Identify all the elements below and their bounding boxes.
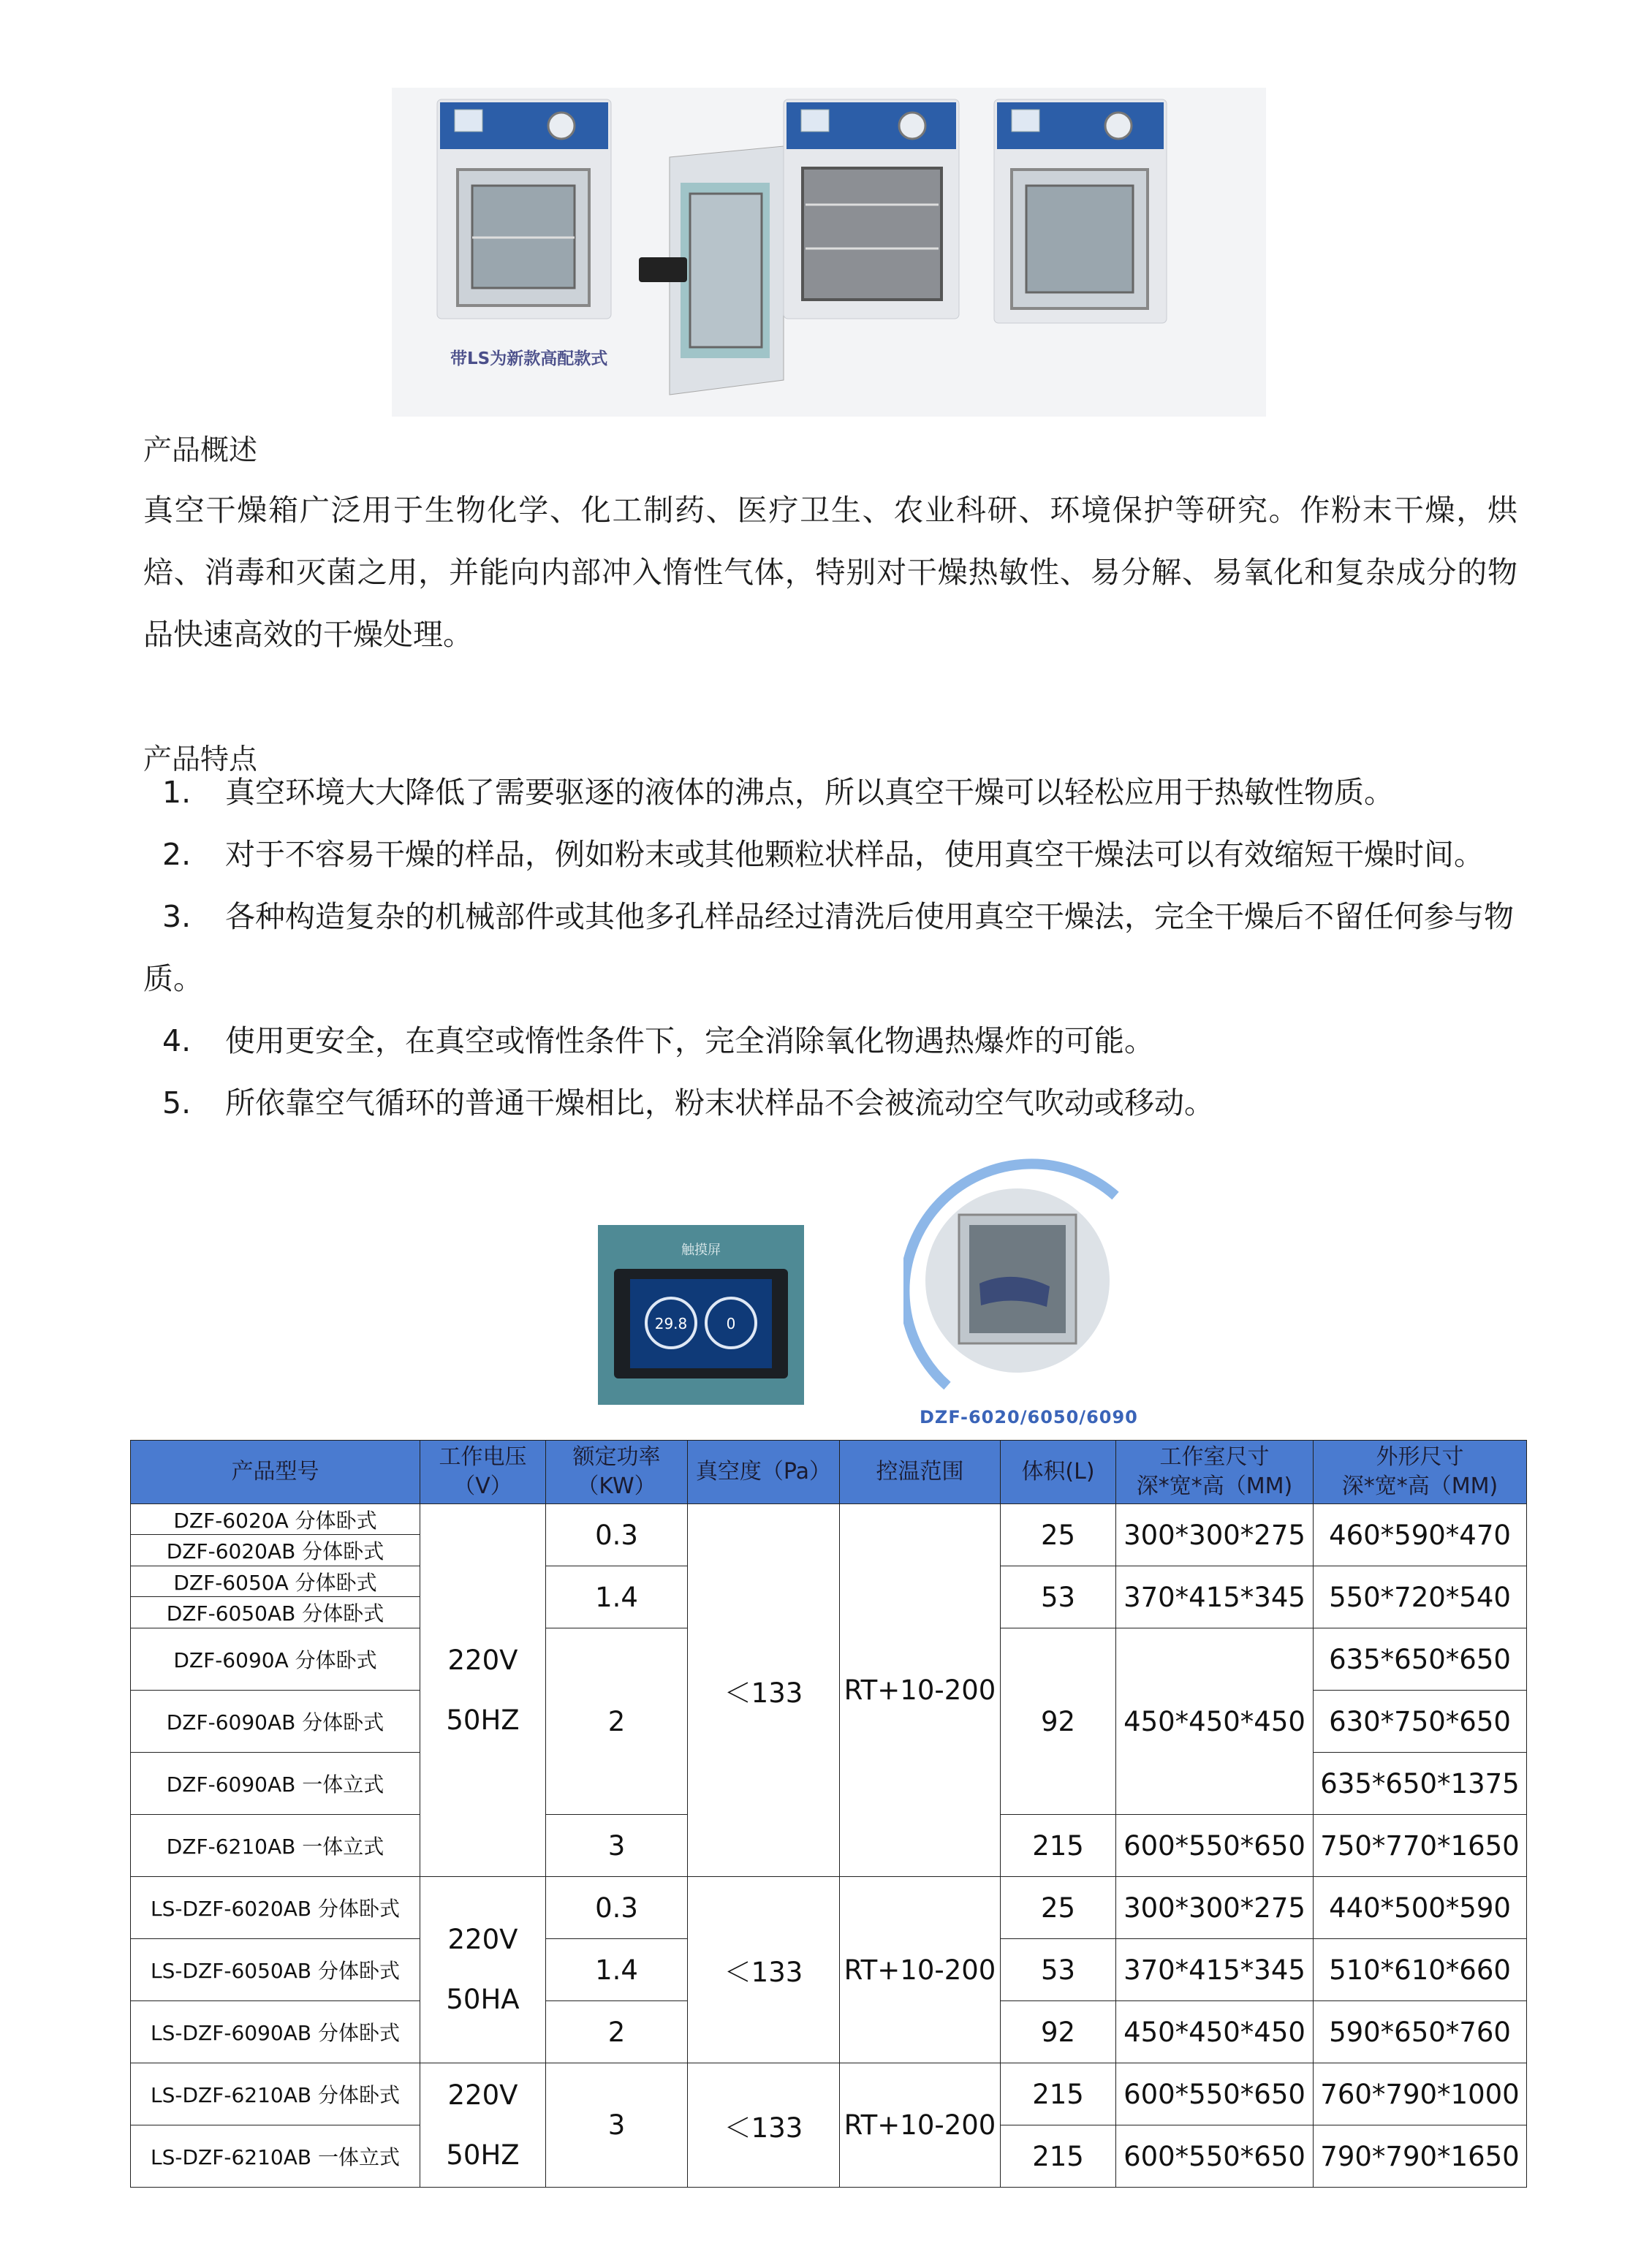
cell-volume: 53 [1001, 1939, 1116, 2001]
overview-heading: 产品概述 [143, 434, 258, 467]
cell-temp-group-1: RT+10-200 [840, 1504, 1001, 1877]
cell-model: DZF-6210AB 一体立式 [131, 1815, 420, 1877]
list-item: 1. 真空环境大大降低了需要驱逐的液体的沸点，所以真空干燥可以轻松应用于热敏性物质。 [162, 775, 1394, 810]
cell-power: 1.4 [546, 1939, 688, 2001]
cell-voltage-group-2: 220V 50HA [420, 1877, 546, 2063]
cell-volume: 92 [1001, 1628, 1116, 1815]
header-chamber: 工作室尺寸 深*宽*高（MM) [1116, 1441, 1314, 1504]
cell-model: LS-DZF-6020AB 分体卧式 [131, 1877, 420, 1939]
touch-panel-image [598, 1225, 804, 1405]
cell-power: 0.3 [546, 1504, 688, 1566]
cell-model: LS-DZF-6050AB 分体卧式 [131, 1939, 420, 2001]
spec-table [130, 1440, 1527, 2188]
cell-outer: 460*590*470 [1314, 1504, 1527, 1566]
cell-outer: 550*720*540 [1314, 1566, 1527, 1628]
list-item: 2. 对于不容易干燥的样品，例如粉末或其他颗粒状样品，使用真空干燥法可以有效缩短干燥时间。 [162, 837, 1484, 872]
cell-temp-group-2: RT+10-200 [840, 1877, 1001, 2063]
cell-vacuum-group-2: ＜133 [688, 1877, 840, 2063]
cell-power: 0.3 [546, 1877, 688, 1939]
cell-outer: 790*790*1650 [1314, 2125, 1527, 2188]
chamber-round-image [903, 1145, 1130, 1408]
round-image-caption: DZF-6020/6050/6090 [920, 1407, 1138, 1427]
cell-volume: 53 [1001, 1566, 1116, 1628]
cell-model: DZF-6090A 分体卧式 [131, 1628, 420, 1691]
list-item: 3. 各种构造复杂的机械部件或其他多孔样品经过清洗后使用真空干燥法，完全干燥后不留任何参与物质。 [143, 899, 1514, 996]
cell-model: DZF-6050AB 分体卧式 [131, 1597, 420, 1628]
overview-text: 真空干燥箱广泛用于生物化学、化工制药、医疗卫生、农业科研、环境保护等研究。作粉末干燥，烘焙、消毒和灭菌之用，并能向内部冲入惰性气体，特别对干燥热敏性、易分解、易氧化和复杂成分的物品快速高效的干燥处理。 [143, 493, 1517, 652]
cell-voltage-group-3: 220V 50HZ [420, 2063, 546, 2188]
oven-open-middle [639, 99, 959, 395]
table-row [131, 2063, 1527, 2125]
cell-model: DZF-6020A 分体卧式 [131, 1504, 420, 1535]
cell-chamber: 370*415*345 [1116, 1939, 1314, 2001]
reading-left: 29.8 [654, 1315, 688, 1332]
cell-outer: 630*750*650 [1314, 1691, 1527, 1753]
oven-closed-left [437, 99, 611, 319]
cell-chamber: 450*450*450 [1116, 1628, 1314, 1815]
cell-chamber: 370*415*345 [1116, 1566, 1314, 1628]
cell-voltage-group-1: 220V 50HZ [420, 1504, 546, 1877]
list-item: 5. 所依靠空气循环的普通干燥相比，粉末状样品不会被流动空气吹动或移动。 [162, 1085, 1214, 1120]
header-model: 产品型号 [131, 1441, 420, 1504]
header-power: 额定功率（KW） [546, 1441, 688, 1504]
features-heading: 产品特点 [143, 743, 258, 776]
cell-chamber: 600*550*650 [1116, 2125, 1314, 2188]
cell-model: DZF-6090AB 一体立式 [131, 1753, 420, 1815]
table-row [131, 1504, 1527, 1535]
cell-volume: 215 [1001, 2063, 1116, 2125]
cell-chamber: 600*550*650 [1116, 1815, 1314, 1877]
table-row [131, 1877, 1527, 1939]
cell-outer: 760*790*1000 [1314, 2063, 1527, 2125]
reading-right: 0 [726, 1315, 736, 1332]
cell-power: 1.4 [546, 1566, 688, 1628]
cell-outer: 750*770*1650 [1314, 1815, 1527, 1877]
cell-model: DZF-6020AB 分体卧式 [131, 1535, 420, 1566]
cell-volume: 25 [1001, 1504, 1116, 1566]
list-item: 4. 使用更安全，在真空或惰性条件下，完全消除氧化物遇热爆炸的可能。 [162, 1023, 1154, 1058]
oven-closed-right [994, 99, 1167, 323]
cell-model: DZF-6050A 分体卧式 [131, 1566, 420, 1597]
header-volume: 体积(L) [1001, 1441, 1116, 1504]
cell-outer: 635*650*1375 [1314, 1753, 1527, 1815]
cell-volume: 215 [1001, 2125, 1116, 2188]
header-vacuum: 真空度（Pa） [688, 1441, 840, 1504]
cell-vacuum-group-1: ＜133 [688, 1504, 840, 1877]
cell-volume: 92 [1001, 2001, 1116, 2063]
cell-chamber: 450*450*450 [1116, 2001, 1314, 2063]
cell-chamber: 600*550*650 [1116, 2063, 1314, 2125]
cell-outer: 510*610*660 [1314, 1939, 1527, 2001]
cell-model: LS-DZF-6210AB 分体卧式 [131, 2063, 420, 2125]
cell-volume: 215 [1001, 1815, 1116, 1877]
cell-power: 3 [546, 2063, 688, 2188]
cell-volume: 25 [1001, 1877, 1116, 1939]
product-photo [392, 88, 1266, 417]
cell-power: 3 [546, 1815, 688, 1877]
header-temp: 控温范围 [840, 1441, 1001, 1504]
cell-outer: 590*650*760 [1314, 2001, 1527, 2063]
cell-temp-group-3: RT+10-200 [840, 2063, 1001, 2188]
cell-power: 2 [546, 2001, 688, 2063]
cell-model: LS-DZF-6090AB 分体卧式 [131, 2001, 420, 2063]
cell-vacuum-group-3: ＜133 [688, 2063, 840, 2188]
cell-chamber: 300*300*275 [1116, 1877, 1314, 1939]
header-outer: 外形尺寸 深*宽*高（MM) [1314, 1441, 1527, 1504]
touch-panel-label: 触摸屏 [681, 1243, 721, 1258]
cell-outer: 440*500*590 [1314, 1877, 1527, 1939]
photo-caption: 带LS为新款高配款式 [450, 349, 608, 368]
cell-model: LS-DZF-6210AB 一体立式 [131, 2125, 420, 2188]
cell-power: 2 [546, 1628, 688, 1815]
cell-outer: 635*650*650 [1314, 1628, 1527, 1691]
cell-model: DZF-6090AB 分体卧式 [131, 1691, 420, 1753]
features-list [143, 762, 1517, 1134]
cell-chamber: 300*300*275 [1116, 1504, 1314, 1566]
header-voltage: 工作电压（V） [420, 1441, 546, 1504]
